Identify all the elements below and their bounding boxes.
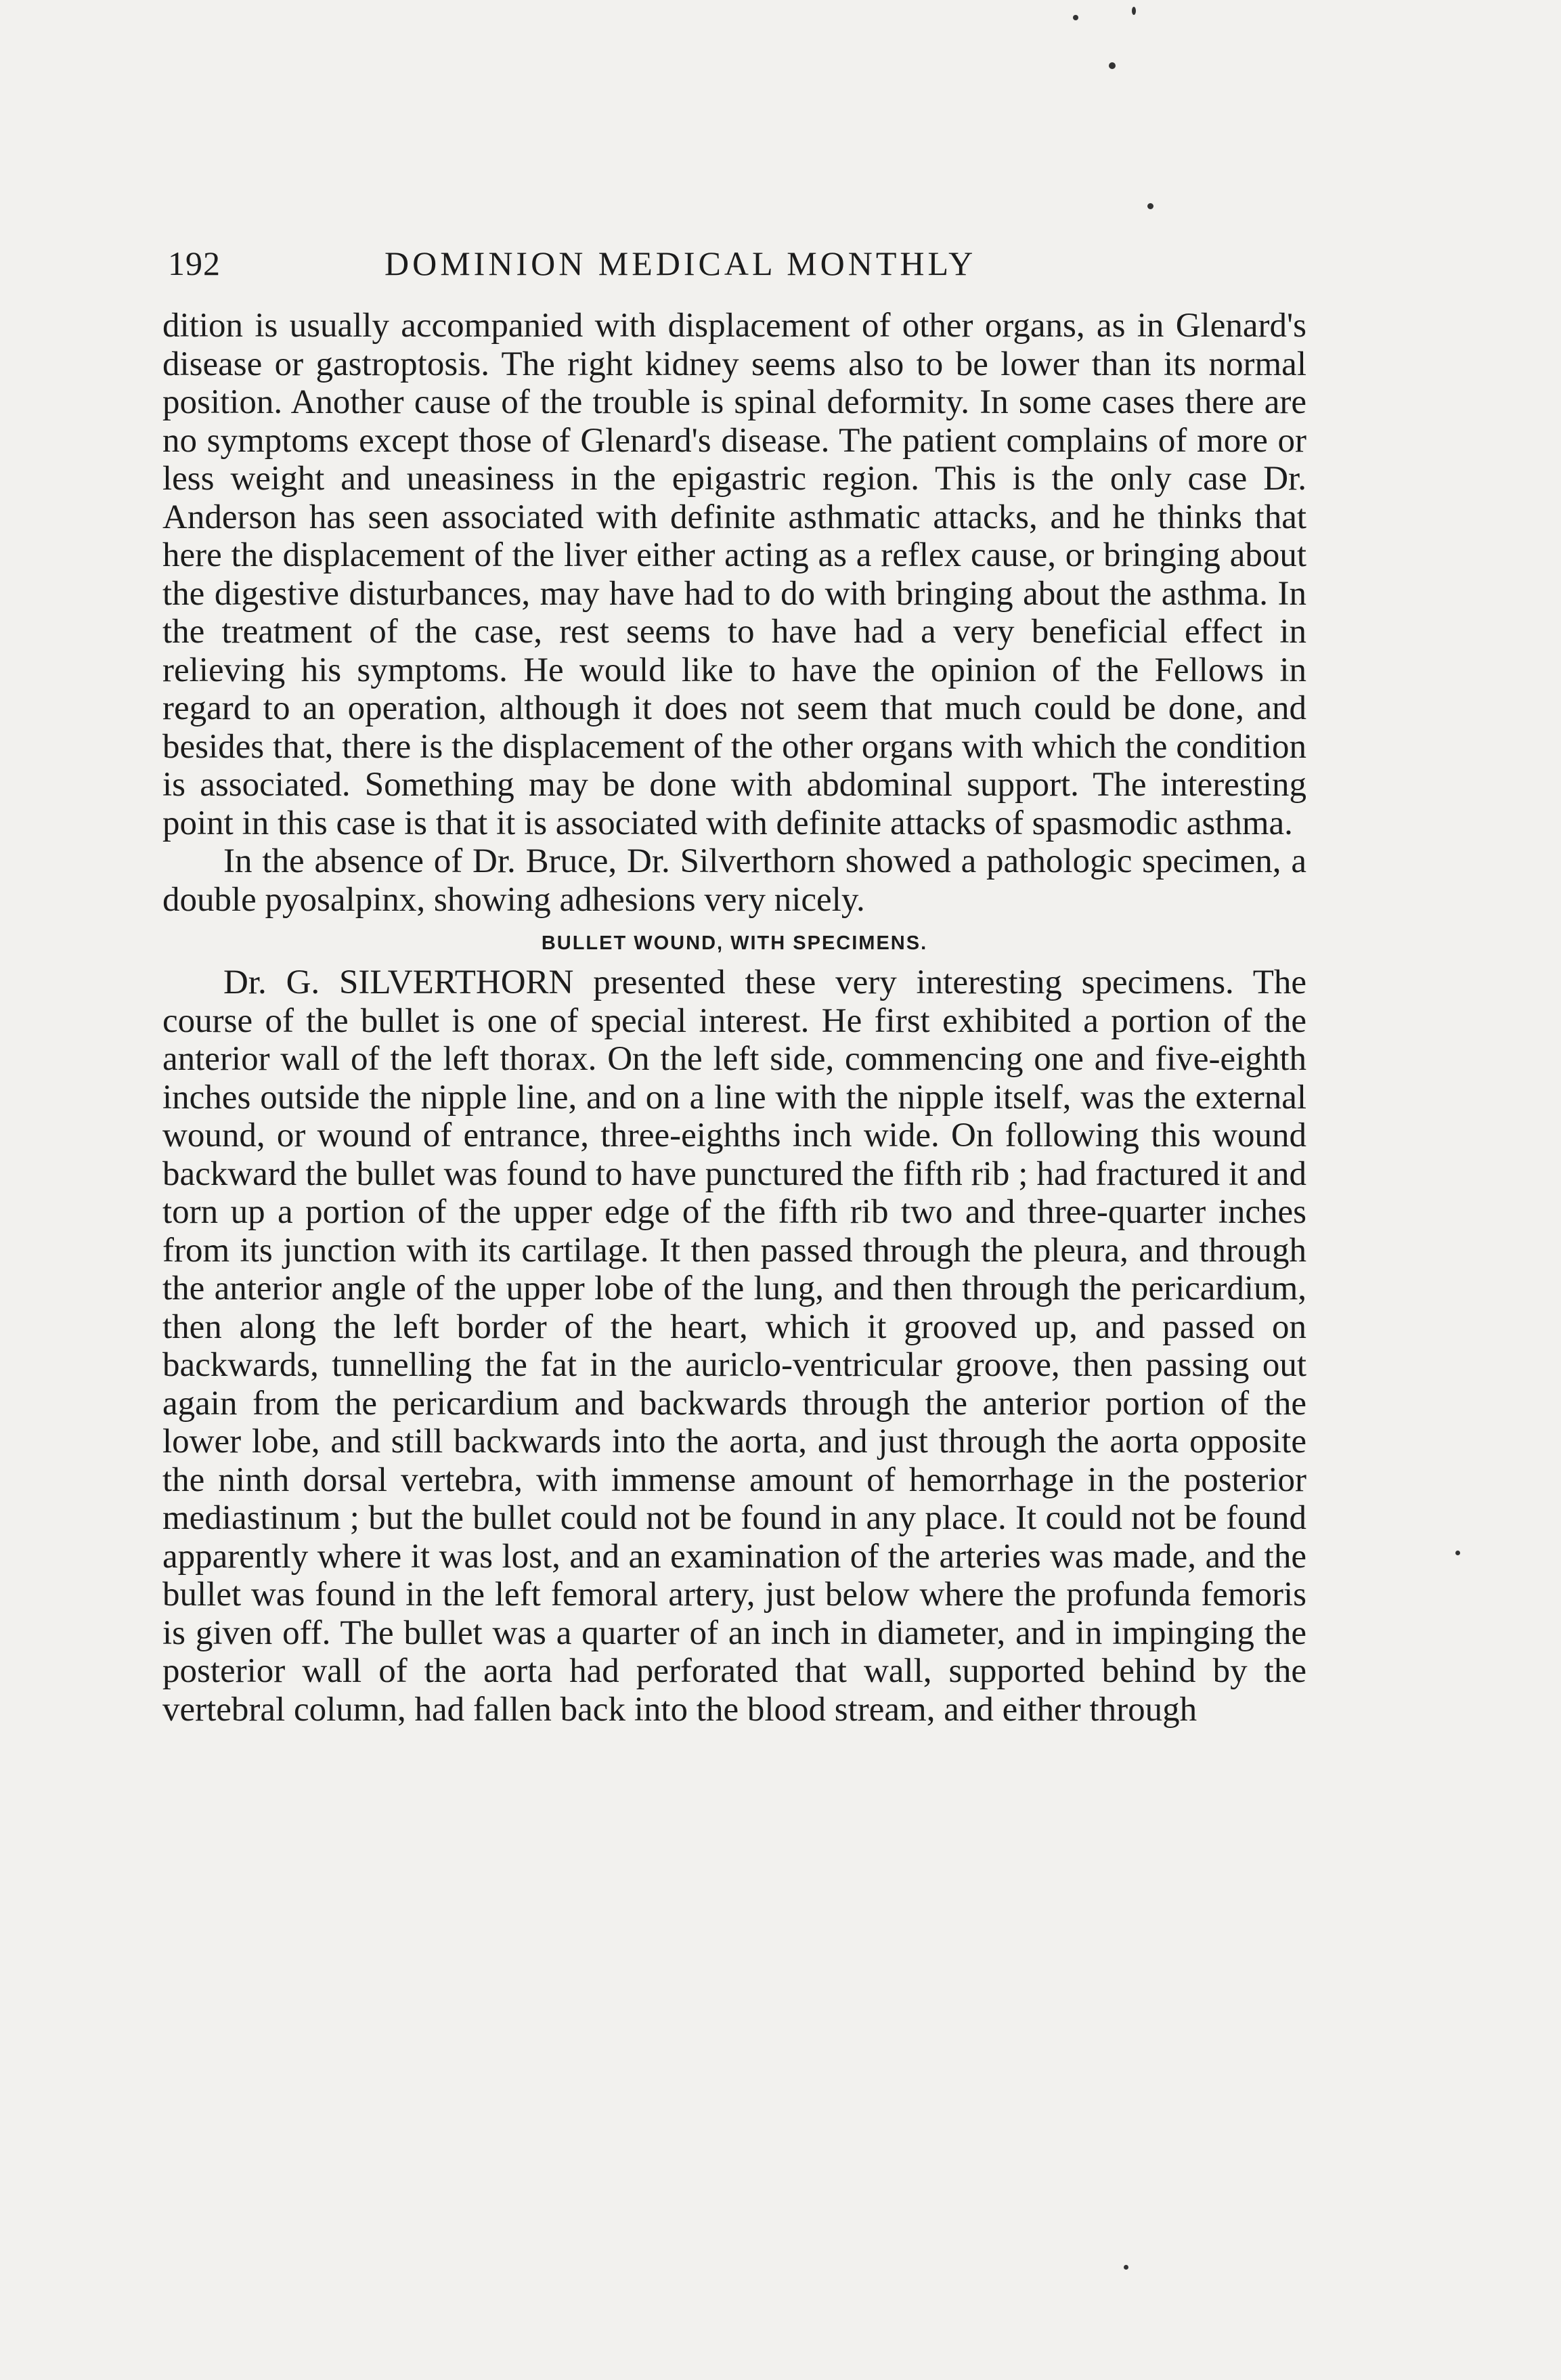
page-number: 192 <box>168 244 221 282</box>
section-heading: BULLET WOUND, WITH SPECIMENS. <box>541 932 928 954</box>
paragraph-2: In the absence of Dr. Bruce, Dr. Silverthorn showed a pathologic specimen, a double pyosalpinx, showing adhesions very nicely. <box>162 842 1306 919</box>
running-title: DOMINION MEDICAL MONTHLY <box>384 244 977 282</box>
scan-speck <box>1073 15 1078 20</box>
page-header <box>168 244 1285 291</box>
scan-speck <box>1132 7 1136 15</box>
paragraph-3-text: presented these very interesting specimens. The course of the bullet is one of special interest. He first exhibited a portion of the anterior wall of the left thorax. On the left side, commencing one and five-eighth inches outside the nipple line, and on a line with the nipple itself, was the external wound, or wound of entrance, three-eighths inch wide. On following this wound backward the bullet was found to have punctured the fifth rib ; had fractured it and torn up a portion of the upper edge of the fifth rib two and three-quarter inches from its junction with its cartilage. It then passed through the pleura, and through the anterior angle of the upper lobe of the lung, and then through the pericardium, then along the left border of the heart, which it grooved up, and passed on backwards, tunnelling the fat in the auriclo-ventricular groove, then passing out again from the pericardium and backwards through the anterior portion of the lower lobe, and still backwards into the aorta, and just through the aorta opposite the ninth dorsal vertebra, with immense amount of hemorrhage in the posterior mediastinum ; but the bullet could not be found in any place. It could not be found apparently where it was lost, and an examination of the arteries was made, and the bullet was found in the left femoral artery, just below where the profunda femoris is given off. The bullet was a quarter of an inch in diameter, and in impinging the posterior wall of the aorta had perforated that wall, supported behind by the vertebral column, had fallen back into the blood stream, and either through <box>162 964 1306 1729</box>
scan-speck <box>1147 203 1153 209</box>
paragraph-1: dition is usually accompanied with displacement of other organs, as in Glenard's disease or gastroptosis. The right kidney seems also to be lower than its normal position. Another cause of the trouble is spinal deformity. In some cases there are no symptoms except those of Glenard's disease. The patient complains of more or less weight and uneasiness in the epigastric region. This is the only case Dr. Anderson has seen associated with definite asthmatic attacks, and he thinks that here the displacement of the liver either acting as a reflex cause, or bringing about the digestive disturbances, may have had to do with bringing about the asthma. In the treatment of the case, rest seems to have had a very beneficial effect in relieving his symptoms. He would like to have the opinion of the Fellows in regard to an operation, although it does not seem that much could be done, and besides that, there is the displacement of the other organs with which the condition is associated. Something may be done with abdominal support. The interesting point in this case is that it is associated with definite attacks of spasmodic asthma. <box>162 307 1306 842</box>
paragraph-3 <box>162 964 1306 1729</box>
scan-speck <box>1109 62 1116 69</box>
speaker-name: Dr. G. SILVERTHORN <box>223 964 574 1001</box>
article-body <box>162 307 1306 1729</box>
scan-speck <box>1124 2265 1128 2270</box>
scan-speck <box>1455 1551 1460 1555</box>
